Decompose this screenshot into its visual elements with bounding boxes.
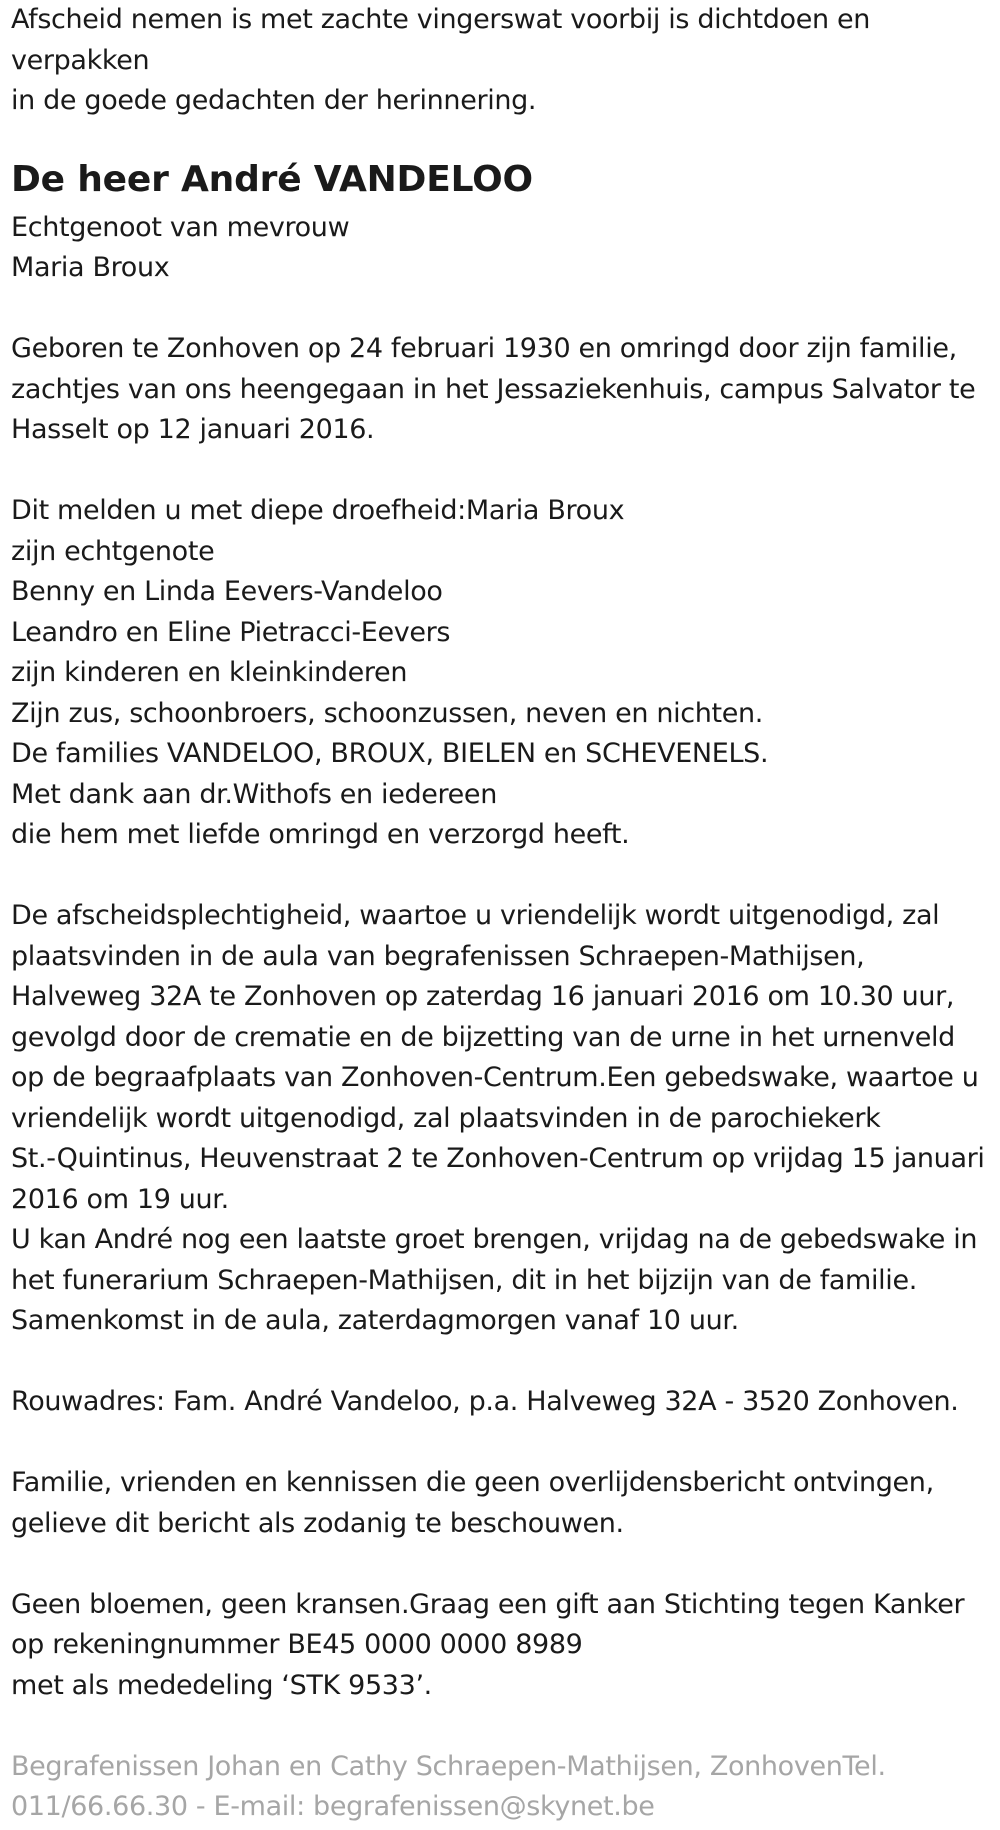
ceremony-line: Halveweg 32A te Zonhoven op zaterdag 16 januari 2016 om 10.30 uur, — [11, 981, 955, 1012]
footer-line: Begrafenissen Johan en Cathy Schraepen-Mathijsen, ZonhovenTel. — [11, 1750, 886, 1782]
ceremony-line: het funerarium Schraepen-Mathijsen, dit in het bijzijn van de familie. — [11, 1264, 917, 1296]
mourners-line: die hem met liefde omringd en verzorgd heeft. — [11, 819, 630, 850]
mourners-line: Met dank aan dr.Withofs en iedereen — [11, 778, 497, 810]
quote-block — [11, 0, 996, 122]
mourners-line: De families VANDELOO, BROUX, BIELEN en SCHEVENELS. — [11, 738, 769, 769]
mourners-line: zijn kinderen en kleinkinderen — [11, 657, 408, 688]
ceremony-block — [11, 896, 996, 1342]
obituary-notice — [11, 0, 996, 1828]
quote-line: verpakken — [11, 44, 150, 76]
relation-line: Echtgenoot van mevrouw — [11, 211, 350, 243]
mourners-line: Benny en Linda Eevers-Vandeloo — [11, 576, 443, 607]
deceased-name: De heer André VANDELOO — [11, 158, 533, 200]
funeral-home-footer — [11, 1747, 996, 1828]
mourners-line: Zijn zus, schoonbroers, schoonzussen, neven en nichten. — [11, 697, 764, 729]
ceremony-line: St.-Quintinus, Heuvenstraat 2 te Zonhoven-Centrum op vrijdag 15 januari — [11, 1143, 985, 1174]
donation-line: met als mededeling ‘STK 9533’. — [11, 1669, 432, 1701]
ceremony-line: vriendelijk wordt uitgenodigd, zal plaatsvinden in de parochiekerk — [11, 1102, 881, 1134]
ceremony-line: Samenkomst in de aula, zaterdagmorgen vanaf 10 uur. — [11, 1305, 739, 1336]
deceased-block — [11, 152, 996, 289]
mourners-line: zijn echtgenote — [11, 535, 215, 567]
notice-block — [11, 1463, 996, 1544]
notice-line: gelieve dit bericht als zodanig te beschouwen. — [11, 1507, 624, 1539]
relation-line: Maria Broux — [11, 252, 170, 283]
donation-line: op rekeningnummer BE45 0000 0000 8989 — [11, 1629, 583, 1660]
ceremony-line: 2016 om 19 uur. — [11, 1183, 229, 1215]
donation-line: Geen bloemen, geen kransen.Graag een gift aan Stichting tegen Kanker — [11, 1588, 965, 1620]
address-line: Rouwadres: Fam. André Vandeloo, p.a. Halveweg 32A - 3520 Zonhoven. — [11, 1386, 959, 1417]
ceremony-line: plaatsvinden in de aula van begrafenissen Schraepen-Mathijsen, — [11, 940, 865, 972]
birth-death-line: zachtjes van ons heengegaan in het Jessaziekenhuis, campus Salvator te — [11, 373, 976, 405]
ceremony-line: U kan André nog een laatste groet brengen, vrijdag na de gebedswake in — [11, 1224, 978, 1255]
birth-death-block — [11, 329, 996, 451]
ceremony-line: De afscheidsplechtigheid, waartoe u vriendelijk wordt uitgenodigd, zal — [11, 900, 940, 931]
birth-death-line: Hasselt op 12 januari 2016. — [11, 414, 375, 445]
quote-line: in de goede gedachten der herinnering. — [11, 85, 537, 116]
address-block — [11, 1382, 996, 1423]
quote-line: Afscheid nemen is met zachte vingerswat voorbij is dichtdoen en — [11, 4, 871, 35]
mourners-line: Dit melden u met diepe droefheid:Maria Broux — [11, 495, 625, 526]
mourners-line: Leandro en Eline Pietracci-Eevers — [11, 616, 451, 648]
ceremony-line: gevolgd door de crematie en de bijzetting van de urne in het urnenveld — [11, 1021, 955, 1053]
donation-block — [11, 1585, 996, 1707]
notice-line: Familie, vrienden en kennissen die geen overlijdensbericht ontvingen, — [11, 1467, 934, 1498]
ceremony-line: op de begraafplaats van Zonhoven-Centrum.Een gebedswake, waartoe u — [11, 1062, 979, 1093]
mourners-block — [11, 491, 996, 856]
footer-line: 011/66.66.30 - E-mail: begrafenissen@skynet.be — [11, 1791, 655, 1822]
birth-death-line: Geboren te Zonhoven op 24 februari 1930 en omringd door zijn familie, — [11, 333, 957, 364]
